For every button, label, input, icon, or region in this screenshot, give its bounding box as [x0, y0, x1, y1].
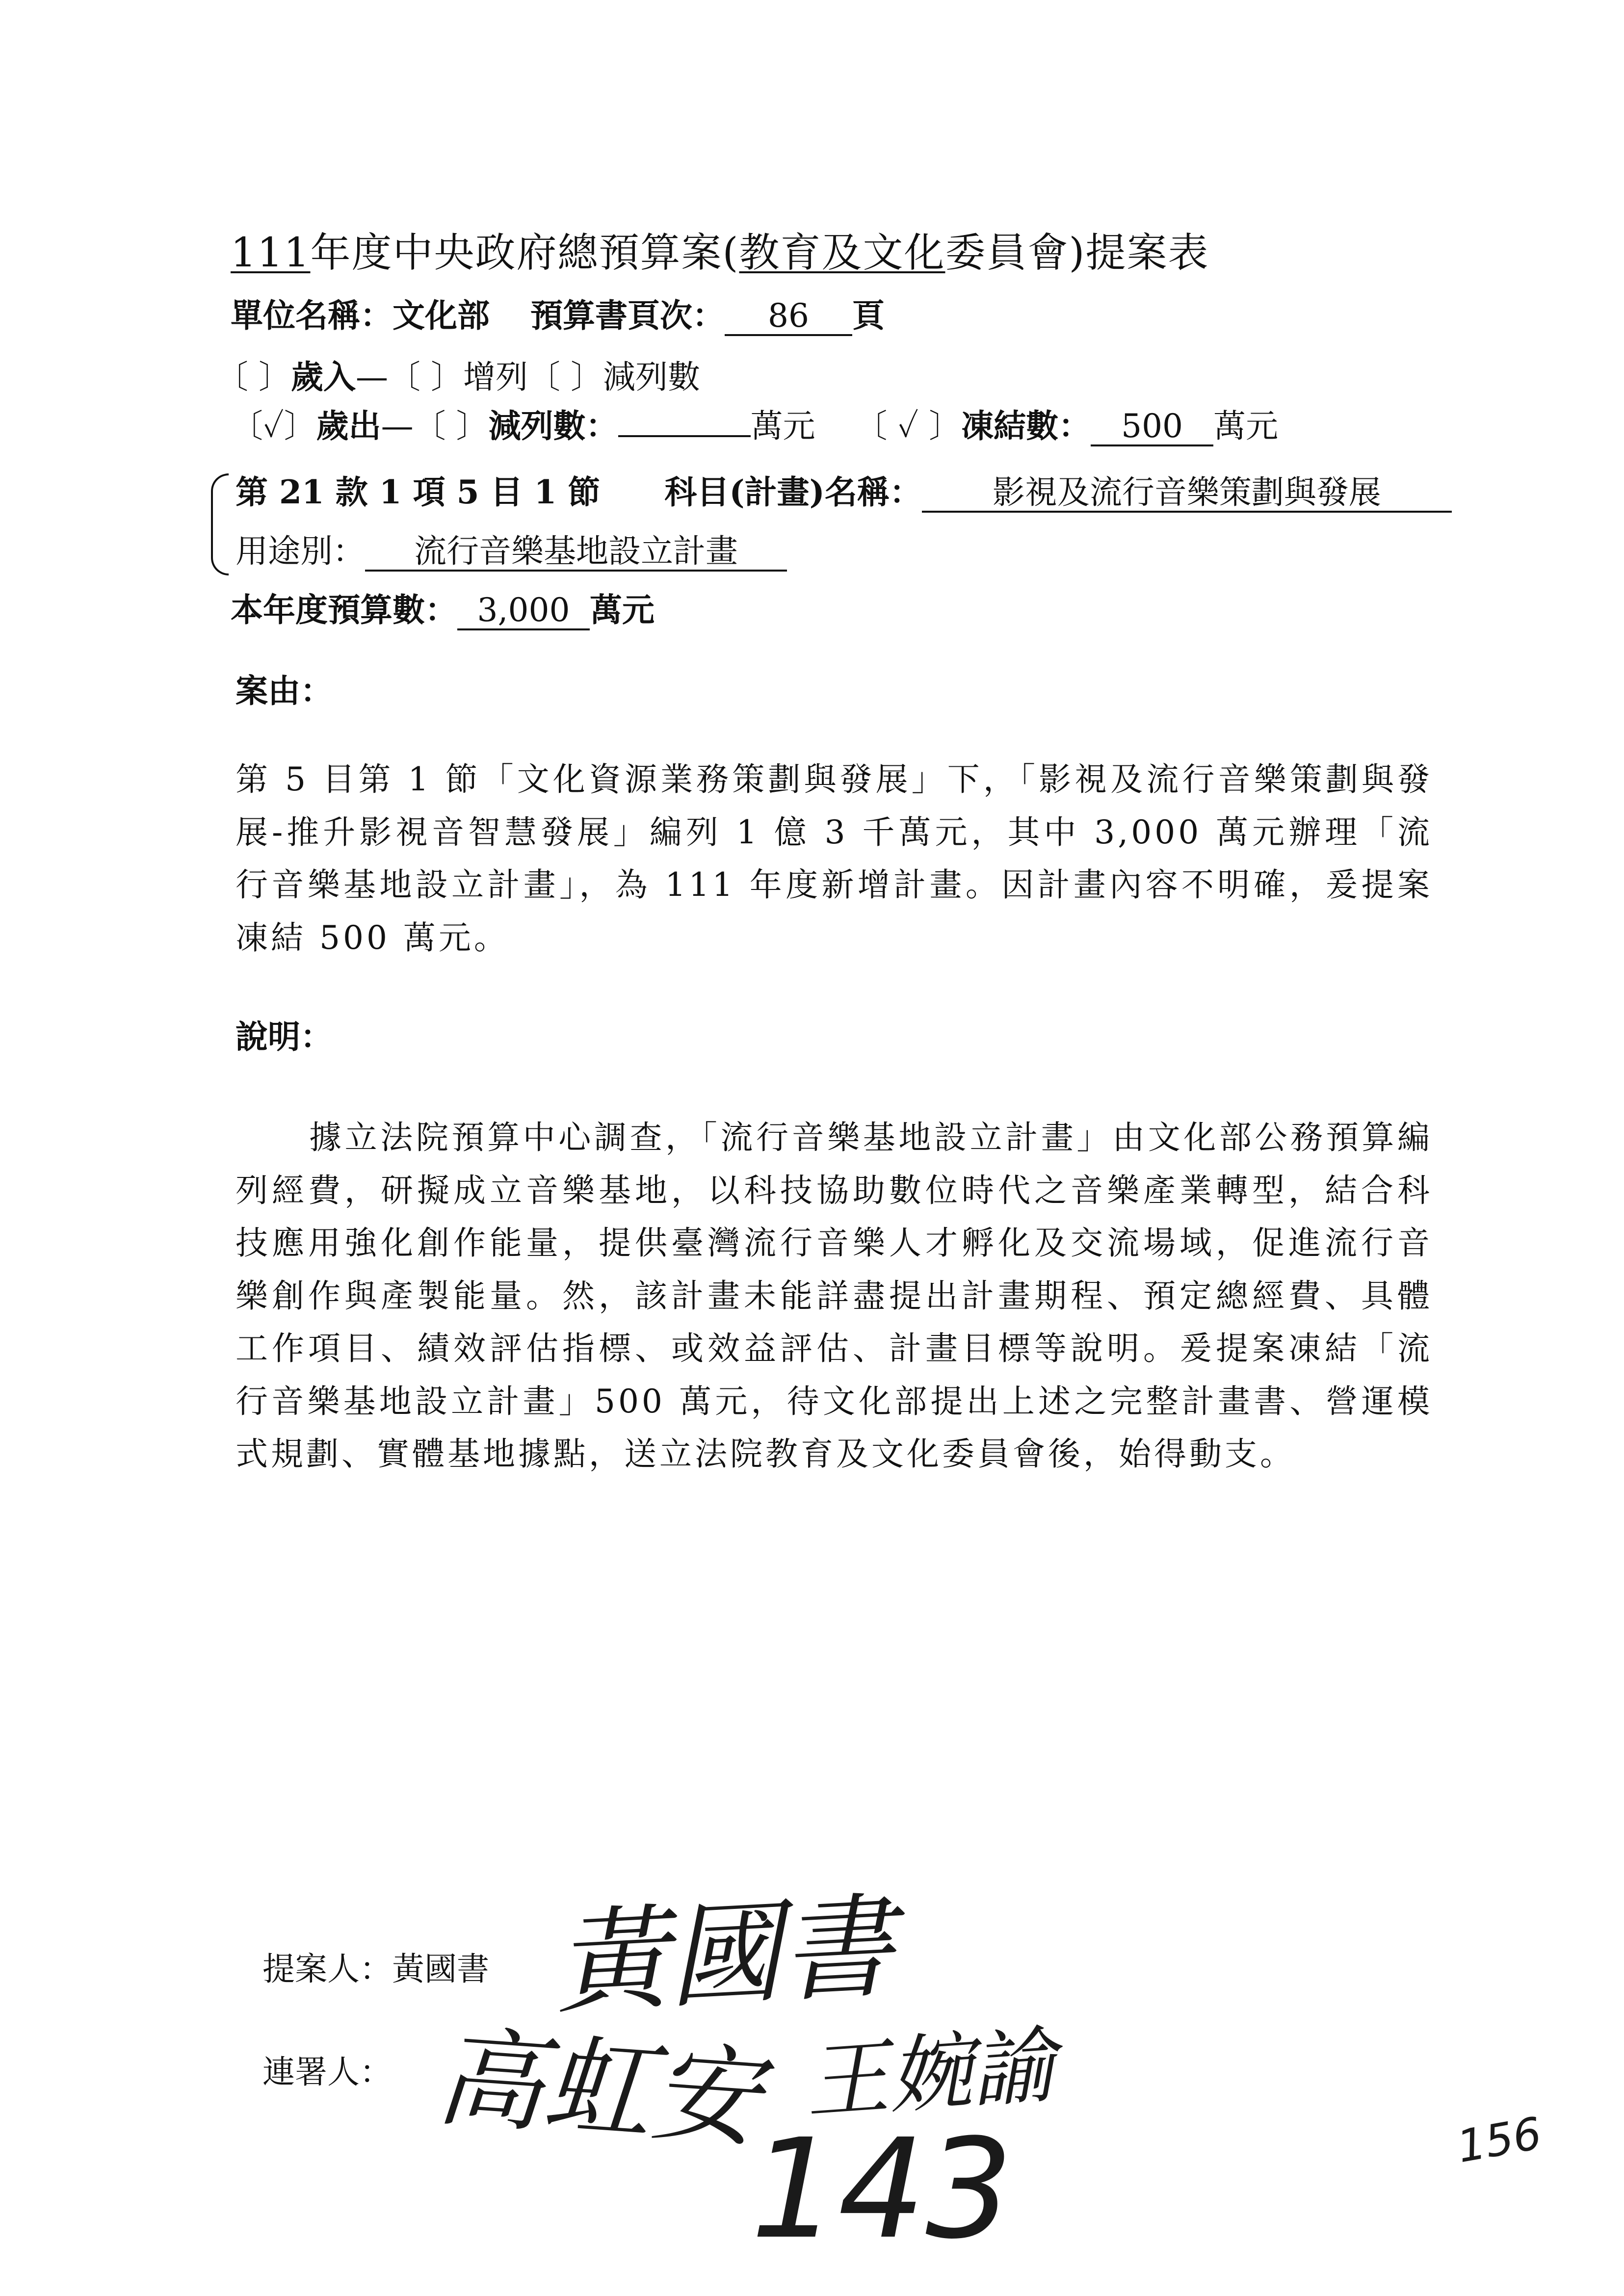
revenue-dash: —	[355, 358, 388, 396]
page-label: 預算書頁次：	[530, 296, 725, 335]
revenue-label: 歲入	[290, 358, 356, 396]
purpose-label: 用途別：	[236, 532, 365, 570]
item-line	[236, 466, 1452, 513]
expenditure-checkbox[interactable]: 〔✓〕	[231, 407, 316, 445]
reduce-unit: 萬元	[750, 407, 815, 445]
proposer-signature: 黃國書	[551, 1881, 897, 2030]
freeze-unit: 萬元	[1213, 407, 1279, 445]
item-section: 第 21 款 1 項 5 目 1 節	[236, 473, 601, 511]
cosigner-signature-1: 高虹安	[432, 2014, 764, 2163]
budget-unit: 萬元	[590, 591, 655, 629]
page-unit: 頁	[852, 296, 885, 335]
purpose-line	[236, 525, 787, 572]
unit-name: 單位名稱：文化部	[231, 296, 490, 335]
explanation-text: 據立法院預算中心調查，「流行音樂基地設立計畫」由文化部公務預算編列經費，研擬成立音樂基地，以科技協助數位時代之音樂產業轉型，結合科技應用強化創作能量，提供臺灣流行音樂人才孵化及交流場域，促進流行音樂創作與產製能量。然，該計畫未能詳盡提出計畫期程、預定總經費、具體工作項目、績效評估指標、或效益評估、計畫目標等說明。爰提案凍結「流行音樂基地設立計畫」500 萬元，待文化部提出上述之完整計畫書、營運模式規劃、實體基地據點，送立法院教育及文化委員會後，始得動支。	[236, 1119, 1433, 1473]
item-bracket	[211, 473, 229, 575]
budget-label: 本年度預算數：	[231, 591, 457, 629]
title-prefix: 年度中央政府總預算案(	[310, 230, 739, 276]
handwritten-number: 143	[751, 2110, 1013, 2270]
purpose-value: 流行音樂基地設立計畫	[365, 534, 787, 572]
explanation-heading: 說明：	[236, 1018, 333, 1056]
revenue-line	[216, 351, 700, 397]
revenue-decrease: 〔 〕減列數	[527, 358, 700, 396]
title-committee: 教育及文化	[739, 230, 945, 276]
subject-label: 科目(計畫)名稱：	[664, 473, 922, 511]
title-year: 111	[231, 230, 311, 276]
budget-value: 3,000	[457, 593, 590, 630]
subject-value: 影視及流行音樂策劃與發展	[922, 475, 1452, 513]
freeze-value: 500	[1091, 409, 1213, 446]
freeze-checkbox[interactable]: 〔 ✓ 〕	[855, 407, 962, 445]
form-title	[231, 221, 1209, 278]
freeze-label: 凍結數：	[961, 407, 1091, 445]
reason-text: 第 5 目第 1 節「文化資源業務策劃與發展」下，「影視及流行音樂策劃與發展-推升影視音智慧發展」編列 1 億 3 千萬元，其中 3,000 萬元辦理「流行音樂基地設立計畫」，為 111 年度新增計畫。因計畫內容不明確，爰提案凍結 500 萬元。	[236, 760, 1433, 957]
unit-line	[231, 289, 885, 336]
proposer-label: 提案人：黃國書	[262, 1950, 489, 1988]
budget-line	[231, 584, 655, 630]
reduce-value	[618, 435, 751, 437]
cosigner-label: 連署人：	[262, 2053, 392, 2091]
expenditure-label: 歲出	[316, 407, 381, 445]
revenue-checkbox[interactable]: 〔 〕	[216, 358, 291, 396]
reason-heading: 案由：	[236, 672, 333, 710]
title-suffix: 委員會)提案表	[945, 230, 1209, 276]
revenue-increase: 〔 〕增列	[388, 358, 528, 396]
cosigner-signature-2: 王婉諭	[802, 2017, 1059, 2132]
page-number: 156	[1453, 2107, 1545, 2173]
expenditure-line	[231, 400, 1278, 446]
expenditure-dash: —〔 〕	[381, 407, 489, 445]
page-value: 86	[725, 298, 852, 336]
reduce-label: 減列數：	[488, 407, 618, 445]
